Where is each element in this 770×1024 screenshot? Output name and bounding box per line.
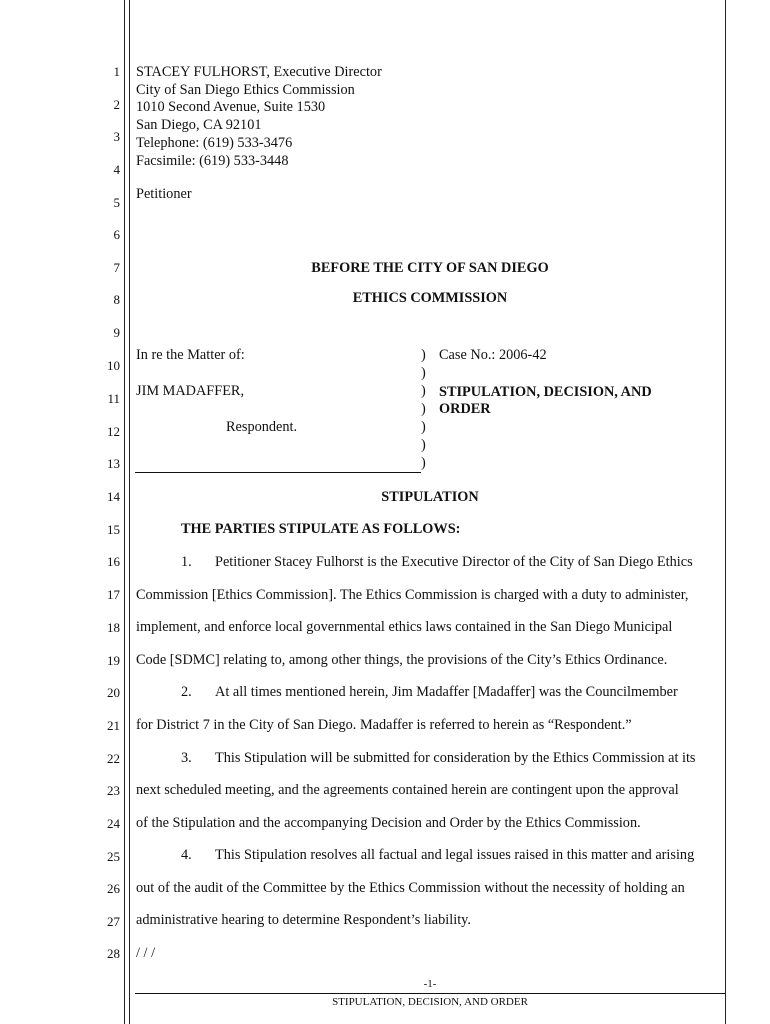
line-number: 23 <box>107 783 120 798</box>
court-title-line2: ETHICS COMMISSION <box>352 290 508 306</box>
header-name-title: STACEY FULHORST, Executive Director <box>136 64 382 80</box>
paragraph-text: next scheduled meeting, and the agreements contained herein are contingent upon the approval <box>136 782 679 798</box>
paragraph-number: 4. <box>181 847 192 863</box>
paragraph-text: This Stipulation will be submitted for consideration by the Ethics Commission at its <box>215 750 696 766</box>
document-title-1: STIPULATION, DECISION, AND <box>439 384 652 400</box>
section-heading: STIPULATION <box>381 489 479 505</box>
footer-title: STIPULATION, DECISION, AND ORDER <box>332 996 528 1008</box>
header-org: City of San Diego Ethics Commission <box>136 82 355 98</box>
paragraph-text: of the Stipulation and the accompanying Decision and Order by the Ethics Commission. <box>136 815 641 831</box>
line-number: 5 <box>113 195 120 210</box>
caption-paren: ) <box>421 383 426 399</box>
line-number: 27 <box>107 914 120 929</box>
header-telephone: Telephone: (619) 533-3476 <box>136 135 293 151</box>
line-number: 3 <box>113 129 120 144</box>
line-number: 7 <box>113 260 120 275</box>
caption-in-re: In re the Matter of: <box>136 347 245 363</box>
header-role: Petitioner <box>136 186 192 202</box>
line-number: 26 <box>107 881 120 896</box>
caption-paren: ) <box>421 347 426 363</box>
paragraph-text: out of the audit of the Committee by the Ethics Commission without the necessity of holding an <box>136 880 685 896</box>
line-number: 25 <box>107 849 120 864</box>
line-number: 19 <box>107 653 120 668</box>
line-number: 20 <box>107 685 120 700</box>
paragraph-text: Petitioner Stacey Fulhorst is the Executive Director of the City of San Diego Ethics <box>215 554 693 570</box>
line-number: 11 <box>107 391 120 406</box>
page-number: -1- <box>423 978 437 990</box>
paragraph-text: At all times mentioned herein, Jim Madaffer [Madaffer] was the Councilmember <box>215 684 678 700</box>
line-number: 17 <box>107 587 120 602</box>
paragraph-text: implement, and enforce local governmental ethics laws contained in the San Diego Municipal <box>136 619 673 635</box>
document-title-2: ORDER <box>439 401 491 417</box>
footer-rule <box>135 993 725 994</box>
line-number: 12 <box>107 424 120 439</box>
line-number: 18 <box>107 620 120 635</box>
line-number: 9 <box>113 325 120 340</box>
paragraph-text: This Stipulation resolves all factual and legal issues raised in this matter and arising <box>215 847 695 863</box>
left-margin-rule <box>124 0 125 1024</box>
caption-paren: ) <box>421 401 426 417</box>
paragraph-text: administrative hearing to determine Respondent’s liability. <box>136 912 471 928</box>
left-margin-rule-inner <box>129 0 130 1024</box>
caption-underline <box>135 472 421 473</box>
line-number: 15 <box>107 522 120 537</box>
line-number: 24 <box>107 816 120 831</box>
caption-paren: ) <box>421 365 426 381</box>
caption-paren: ) <box>421 419 426 435</box>
line-number: 16 <box>107 554 120 569</box>
paragraph-text: for District 7 in the City of San Diego. Madaffer is referred to herein as “Respondent.” <box>136 717 632 733</box>
line-number: 6 <box>113 227 120 242</box>
paragraph-number: 1. <box>181 554 192 570</box>
caption-respondent-name: JIM MADAFFER, <box>136 383 245 399</box>
line-number: 14 <box>107 489 120 504</box>
court-title-line1: BEFORE THE CITY OF SAN DIEGO <box>311 260 549 276</box>
line-number: 1 <box>113 64 120 79</box>
line-number: 22 <box>107 751 120 766</box>
line-number: 21 <box>107 718 120 733</box>
paragraph-text: Commission [Ethics Commission]. The Ethics Commission is charged with a duty to administer, <box>136 587 689 603</box>
continuation-mark: / / / <box>136 945 156 961</box>
caption-respondent-label: Respondent. <box>226 419 298 435</box>
right-margin-rule <box>725 0 726 1024</box>
header-facsimile: Facsimile: (619) 533-3448 <box>136 153 289 169</box>
paragraph-text: Code [SDMC] relating to, among other things, the provisions of the City’s Ethics Ordinance. <box>136 652 668 668</box>
header-address2: San Diego, CA 92101 <box>136 117 262 133</box>
line-number: 13 <box>107 456 120 471</box>
parties-heading: THE PARTIES STIPULATE AS FOLLOWS: <box>181 521 461 537</box>
line-number: 28 <box>107 946 120 961</box>
paragraph-number: 2. <box>181 684 192 700</box>
caption-paren: ) <box>421 455 426 471</box>
line-number: 4 <box>113 162 120 177</box>
case-number: Case No.: 2006-42 <box>439 347 547 363</box>
line-number: 2 <box>113 97 120 112</box>
caption-paren: ) <box>421 437 426 453</box>
paragraph-number: 3. <box>181 750 192 766</box>
header-address1: 1010 Second Avenue, Suite 1530 <box>136 99 326 115</box>
line-number: 10 <box>107 358 120 373</box>
line-number: 8 <box>113 292 120 307</box>
